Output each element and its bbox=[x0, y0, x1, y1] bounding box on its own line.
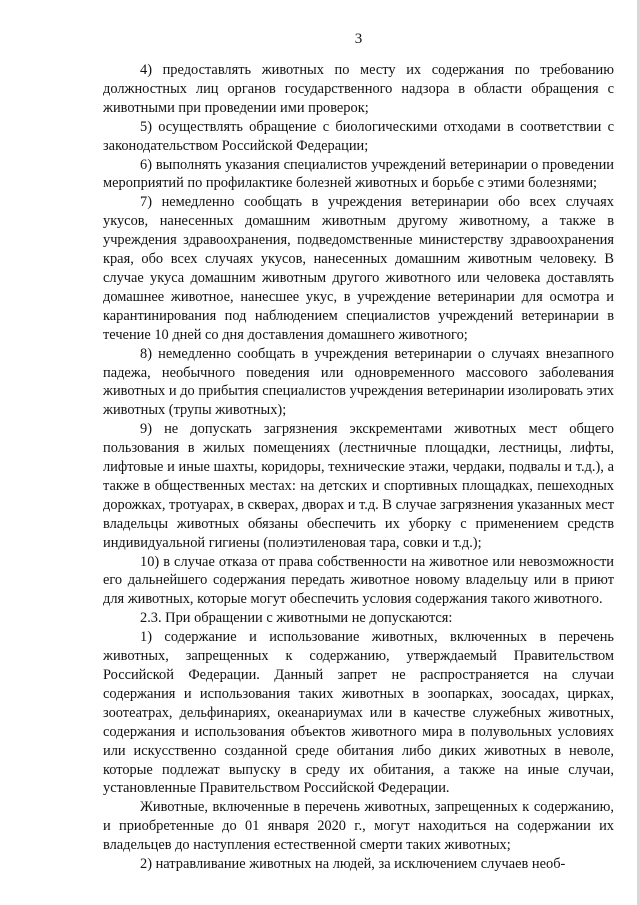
paragraph-item-9: 9) не допускать загрязнения экскрементами животных мест общего пользования в жилых помещениях (лестничные площадки, лестницы, лифты, лифтовые и иные шахты, коридоры, технические этажи, чердаки, подвалы и т.д.), а также в общественных местах: на детских и спортивных площадках, пешеходных дорожках, тротуарах, в скверах, дворах и т.д. В случае загрязнения указанных мест владельцы животных обязаны обеспечить их уборку с применением средств индивидуальной гигиены (полиэтиленовая тара, совки и т.д.); bbox=[103, 421, 614, 551]
paragraph-item-10: 10) в случае отказа от права собственности на животное или невозможности его дальнейшего содержания передать животное новому владельцу или в приют для животных, которые могут обеспечить условия содержания такого животного. bbox=[103, 553, 614, 608]
paragraph-item-8: 8) немедленно сообщать в учреждения ветеринарии о случаях внезапного падежа, необычного поведения или одновременного массового заболевания животных и до прибытия специалистов учреждения ветеринарии изолировать этих животных (трупы животных); bbox=[103, 345, 614, 419]
paragraph-item-6: 6) выполнять указания специалистов учреждений ветеринарии о проведении мероприятий по профилактике болезней животных и борьбе с этими болезнями; bbox=[103, 156, 614, 192]
paragraph-item-4: 4) предоставлять животных по месту их содержания по требованию должностных лиц органов государственного надзора в области обращения с животными при проведении ими проверок; bbox=[103, 62, 614, 116]
paragraph-prohibition-1: 1) содержание и использование животных, включенных в перечень животных, запрещенных к содержанию, утверждаемый Правительством Российской Федерации. Данный запрет не распространяется на случаи содержания и использования таких животных в зоопарках, зоосадах, цирках, зоотеатрах, дельфинариях, океанариумах или в качестве служебных животных, содержания и использования объектов животного мира в полувольных условиях или искусственно созданной среде обитания либо диких животных в неволе, которые подлежат выпуску в среду их обитания, а также на иные случаи, установленные Правительством Российской Федерации. bbox=[103, 629, 614, 797]
paragraph-item-5: 5) осуществлять обращение с биологическими отходами в соответствии с законодательством Российской Федерации; bbox=[103, 118, 614, 154]
section-heading-2-3: 2.3. При обращении с животными не допускаются: bbox=[140, 610, 453, 627]
page-number: 3 bbox=[354, 31, 363, 47]
document-body bbox=[103, 61, 614, 874]
paragraph-prohibition-2: 2) натравливание животных на людей, за исключением случаев необ- bbox=[140, 856, 566, 873]
paragraph-item-7: 7) немедленно сообщать в учреждения ветеринарии обо всех случаях укусов, нанесенных домашним животным другому животному, а также в учреждения здравоохранения, подведомственные министерству здравоохранения края, обо всех случаях укусов, нанесенных домашним животным человеку. В случае укуса домашним животным другого животного или человека доставлять домашнее животное, нанесшее укус, в учреждение ветеринарии для осмотра и карантинирования под наблюдением специалистов учреждений ветеринарии в течение 10 дней со дня доставления домашнего животного; bbox=[103, 194, 614, 343]
paragraph-prohibition-1-note: Животные, включенные в перечень животных, запрещенных к содержанию, и приобретенные до 01 января 2020 г., могут находиться на содержании их владельцев до наступления естественной смерти таких животных; bbox=[103, 799, 614, 854]
